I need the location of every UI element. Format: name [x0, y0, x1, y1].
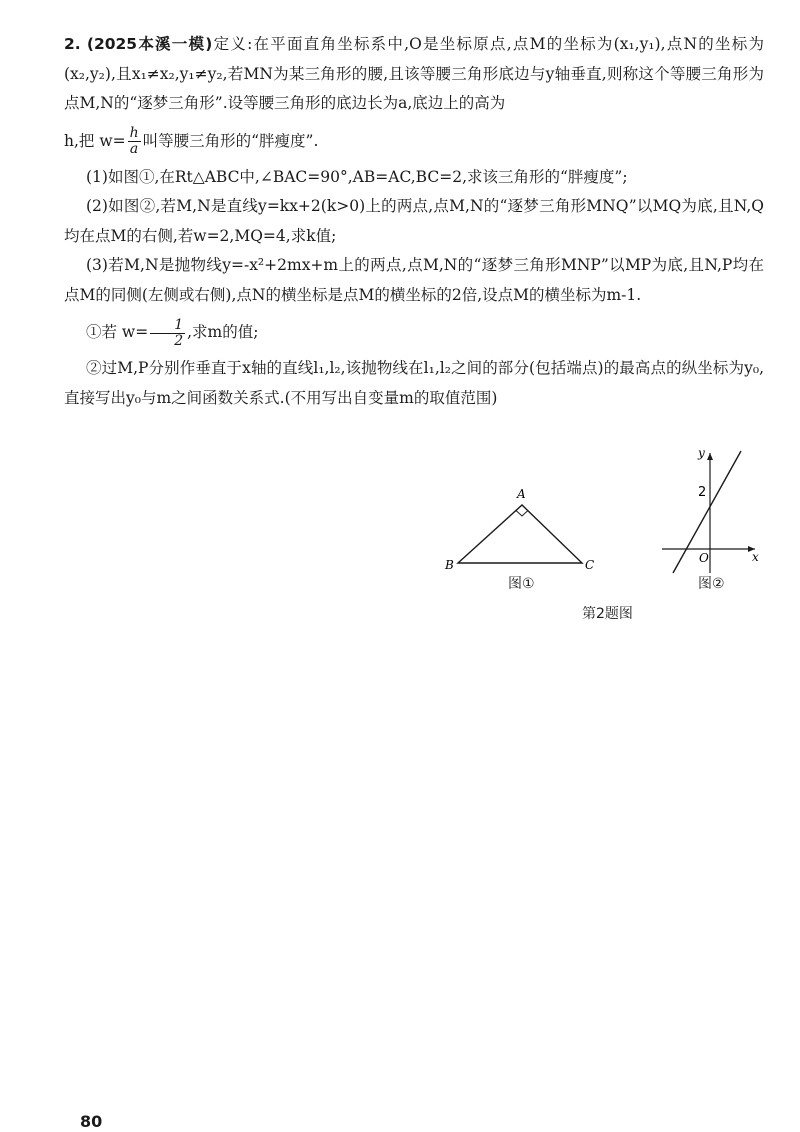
problem-text	[64, 30, 764, 413]
definition-prefix: h,把 w=	[64, 131, 126, 150]
fraction-numerator: h	[129, 125, 139, 141]
y-axis-label: y	[698, 446, 705, 460]
figure-1-caption: 图①	[508, 576, 535, 592]
sub-question-1	[64, 310, 764, 354]
origin-label: O	[699, 551, 709, 565]
sub1-suffix: ,求m的值;	[187, 323, 259, 341]
fraction-denominator: a	[129, 141, 139, 157]
figure-group-caption: 第2题图	[582, 606, 633, 622]
problem-intro	[64, 30, 764, 119]
x-axis-label: x	[752, 550, 759, 564]
sub1-prefix: ①若 w=	[86, 323, 149, 341]
y-intercept-label: 2	[698, 485, 707, 500]
right-angle-mark	[516, 511, 528, 517]
label-b: B	[445, 558, 454, 572]
figures	[430, 445, 770, 635]
part-3: (3)若M,N是抛物线y=-x²+2mx+m上的两点,点M,N的“逐梦三角形MNP”以MP为底,且N,P均在点M的同侧(左侧或右侧),点N的横坐标是点M的横坐标的2倍,设点M的横坐标为m-1.	[64, 256, 764, 304]
fraction-one-half	[150, 318, 185, 349]
part-1: (1)如图①,在Rt△ABC中,∠BAC=90°,AB=AC,BC=2,求该三角形的“胖瘦度”;	[86, 167, 628, 186]
y-axis-arrow	[707, 453, 713, 460]
figure-2-caption: 图②	[698, 576, 725, 592]
sub-question-2: ②过M,P分别作垂直于x轴的直线l₁,l₂,该抛物线在l₁,l₂之间的部分(包括端点)的最高点的纵坐标为y₀,直接写出y₀与m之间函数关系式.(不用写出自变量m的取值范围)	[64, 359, 764, 407]
part-2: (2)如图②,若M,N是直线y=kx+2(k>0)上的两点,点M,N的“逐梦三角形MNQ”以MQ为底,且N,Q均在点M的右侧,若w=2,MQ=4,求k值;	[64, 197, 764, 245]
definition-line	[64, 119, 764, 163]
question-number: 2.	[64, 35, 81, 53]
page-number: 80	[80, 1112, 103, 1131]
intro-text: 定义:在平面直角坐标系中,O是坐标原点,点M的坐标为(x₁,y₁),点N的坐标为(x₂,y₂),且x₁≠x₂,y₁≠y₂,若MN为某三角形的腰,且该等腰三角形底边与y轴垂直,则称这个等腰三角形为点M,N的“逐梦三角形”.设等腰三角形的底边长为a,底边上的高为	[64, 35, 765, 112]
fraction-denominator: 2	[174, 332, 184, 349]
question-source: (2025本溪一模)	[86, 35, 213, 53]
figure-2-coordinate	[662, 446, 759, 573]
definition-suffix: 叫等腰三角形的“胖瘦度”.	[142, 131, 319, 150]
label-c: C	[585, 558, 595, 572]
label-a: A	[517, 487, 526, 501]
fraction-h-over-a	[128, 126, 141, 157]
fraction-numerator: 1	[150, 318, 185, 334]
figure-1-triangle	[444, 487, 594, 572]
